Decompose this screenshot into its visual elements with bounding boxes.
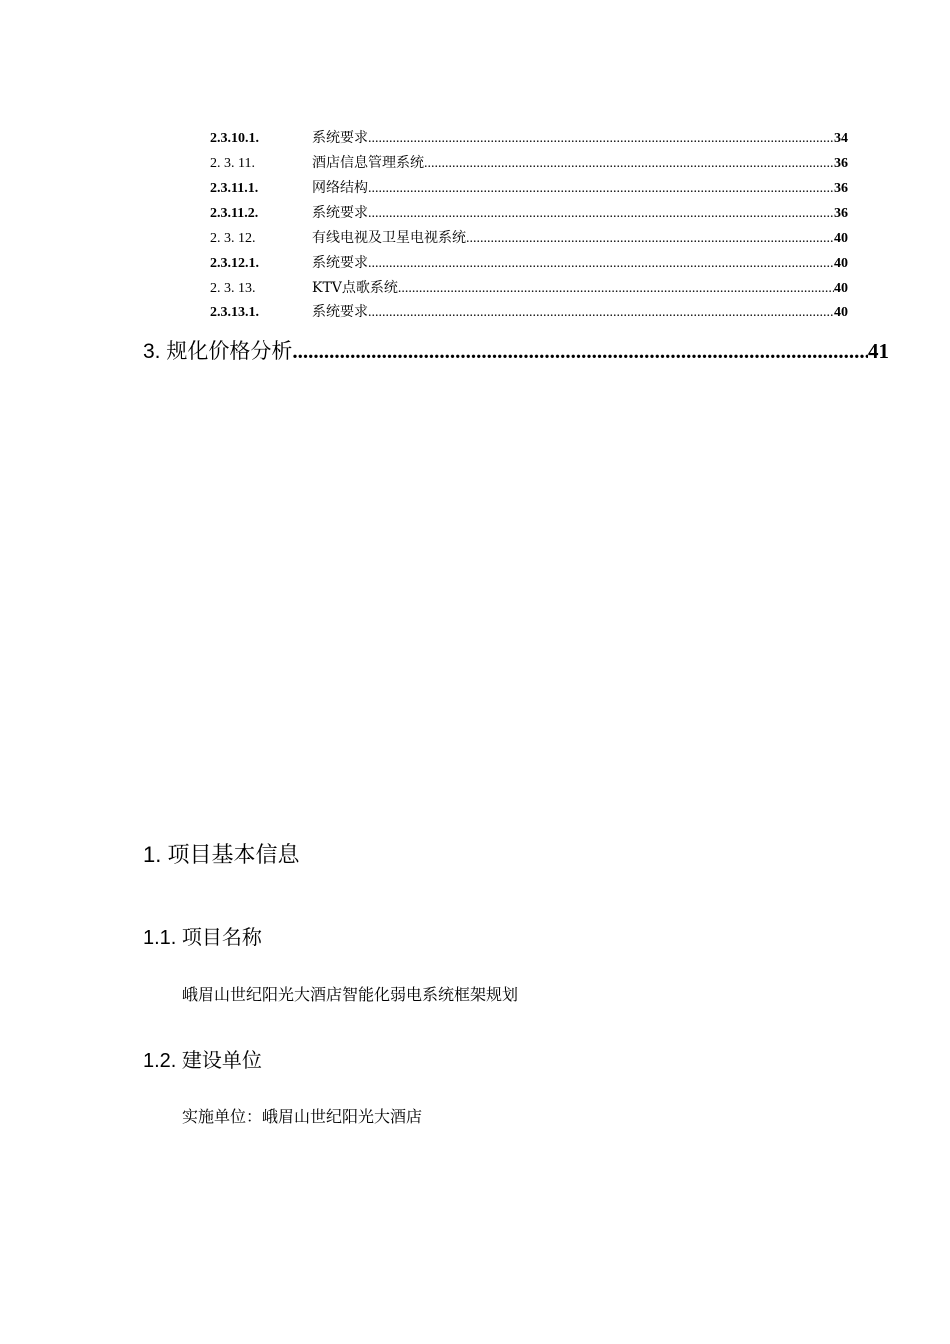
toc-entry-number: 2.3.13.1. <box>210 305 259 320</box>
toc-main-entry-page: 41 <box>868 339 889 363</box>
toc-entry-page: 40 <box>834 231 848 246</box>
toc-dot-leader <box>368 253 834 275</box>
toc-entry-number: 2. 3. 12. <box>210 231 256 246</box>
toc-dot-leader <box>292 336 868 366</box>
toc-entry-title: 有线电视及卫星电视系统 <box>312 230 466 246</box>
toc-entry-page: 36 <box>834 206 848 221</box>
toc-entry[interactable] <box>210 301 848 323</box>
toc-entry-title: 系统要求 <box>312 130 368 146</box>
builder-text: 实施单位：峨眉山世纪阳光大酒店 <box>182 1107 423 1126</box>
toc-entry[interactable] <box>210 177 848 199</box>
toc-entry-page: 40 <box>834 256 848 271</box>
toc-entry-number: 2.3.12.1. <box>210 256 259 271</box>
toc-entry-page: 40 <box>834 281 848 296</box>
toc-entry-title: KTV点歌系统 <box>312 280 398 296</box>
toc-entry[interactable] <box>210 227 848 249</box>
toc-dot-leader <box>368 203 834 225</box>
toc-entry-title: 酒店信息管理系统 <box>312 155 424 171</box>
section-heading-1: 1. 项目基本信息 <box>143 842 300 867</box>
toc-entry-page: 34 <box>834 131 848 146</box>
toc-dot-leader <box>398 278 834 300</box>
toc-entry-number: 2.3.11.1. <box>210 181 259 196</box>
toc-entry-number: 2. 3. 13. <box>210 281 256 296</box>
toc-entry-number: 2. 3. 11. <box>210 156 255 171</box>
toc-entry[interactable] <box>210 202 848 224</box>
project-name-text: 峨眉山世纪阳光大酒店智能化弱电系统框架规划 <box>182 985 519 1004</box>
toc-entry-title: 网络结构 <box>312 180 368 196</box>
toc-main-entry-title: 3. 规化价格分析 <box>143 340 293 363</box>
toc-entry-number: 2.3.11.2. <box>210 206 259 221</box>
toc-entry-page: 36 <box>834 156 848 171</box>
toc-dot-leader <box>368 178 834 200</box>
toc-dot-leader <box>466 228 834 250</box>
toc-entry[interactable] <box>210 127 848 149</box>
toc-dot-leader <box>424 153 834 175</box>
toc-entry[interactable] <box>210 152 848 174</box>
toc-entry-page: 36 <box>834 181 848 196</box>
toc-entry-page: 40 <box>834 305 848 320</box>
toc-main-entry[interactable] <box>143 336 889 366</box>
section-heading-1-1: 1.1. 项目名称 <box>143 927 262 949</box>
section-heading-1-2: 1.2. 建设单位 <box>143 1050 262 1072</box>
toc-entry-number: 2.3.10.1. <box>210 131 259 146</box>
toc-entry-title: 系统要求 <box>312 255 368 271</box>
toc-dot-leader <box>368 128 834 150</box>
toc-entry[interactable] <box>210 277 848 299</box>
toc-entry[interactable] <box>210 252 848 274</box>
toc-entry-title: 系统要求 <box>312 205 368 221</box>
toc-dot-leader <box>368 302 834 324</box>
toc-entry-title: 系统要求 <box>312 304 368 320</box>
